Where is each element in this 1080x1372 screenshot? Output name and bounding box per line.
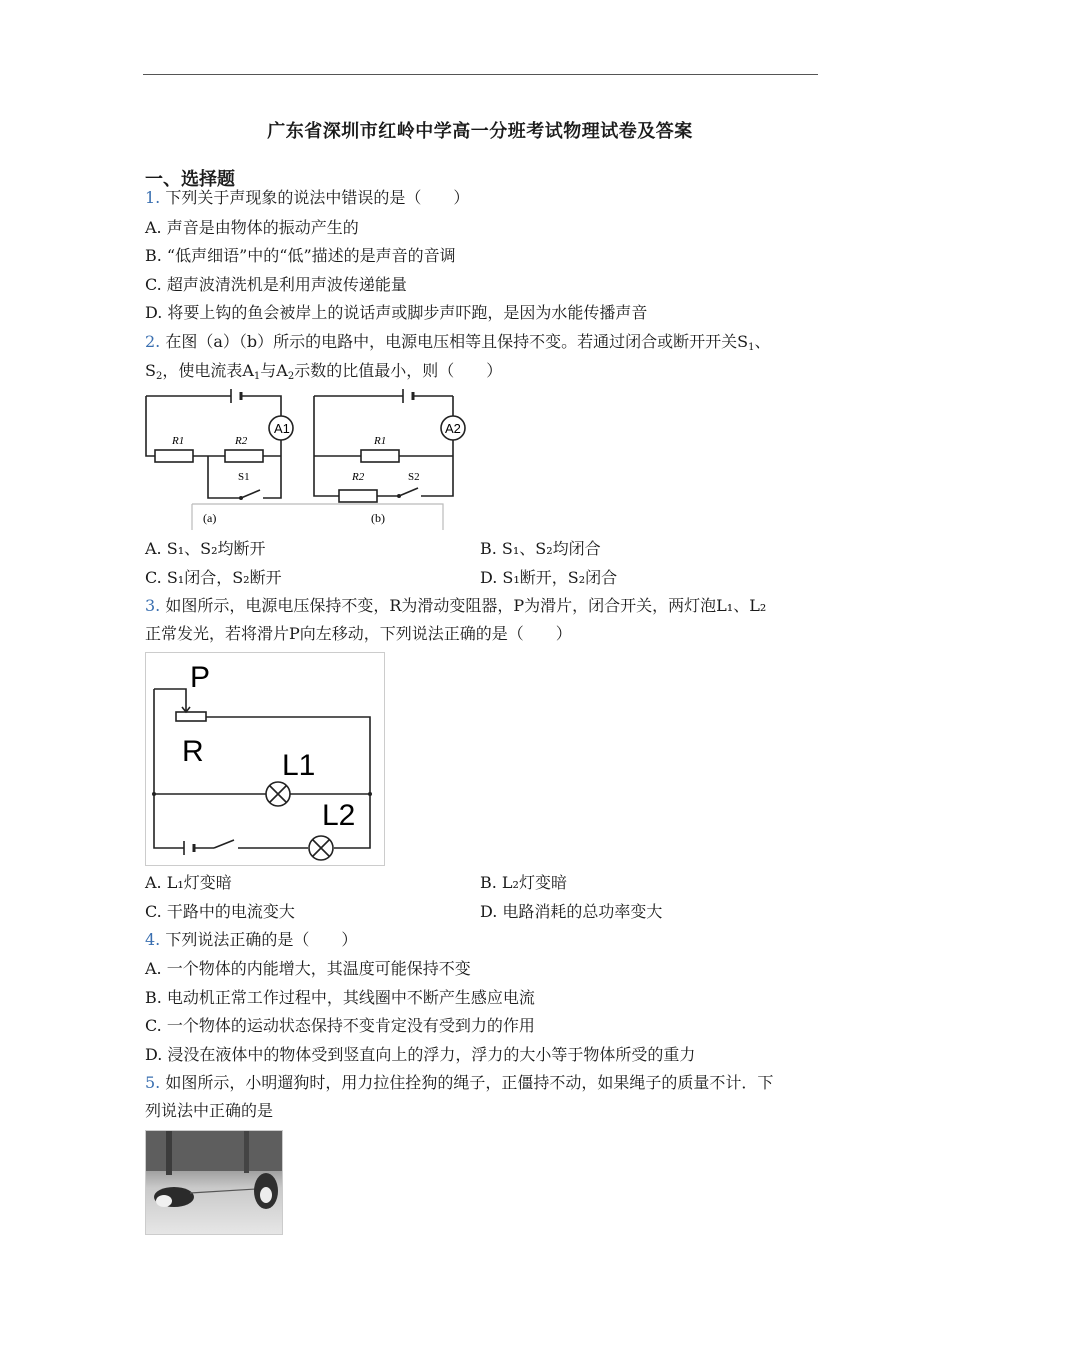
question-text: 、 [754,332,771,351]
q1-option-d: D. 将要上钩的鱼会被岸上的说话声或脚步声吓跑，是因为水能传播声音 [145,303,648,322]
q2-option-a: A. S₁、S₂均断开 [145,539,266,558]
question-number: 2. [145,332,161,351]
subscript: 2 [287,371,295,382]
q1-option-a: A. 声音是由物体的振动产生的 [145,218,359,237]
q4-option-c: C. 一个物体的运动状态保持不变肯定没有受到力的作用 [145,1016,535,1035]
lamp-l2-cross [313,840,329,856]
question-text: 示数的比值最小，则（ ） [294,361,503,380]
label-p: P [190,661,211,694]
question-3-stem-line2: 正常发光，若将滑片P向左移动，下列说法正确的是（ ） [145,624,572,643]
question-3-stem-line1 [145,595,766,617]
question-text: 如图所示，电源电压保持不变，R为滑动变阻器，P为滑片，闭合开关，两灯泡L₁、L₂ [165,596,767,615]
photo-illustration [146,1131,282,1234]
question-5-stem-line1 [145,1072,773,1094]
circuit-diagram-slider [145,652,385,866]
switch-s1-icon [241,490,260,498]
header-rule [143,74,818,75]
circuit-diagram-ab [143,388,461,534]
document-title: 广东省深圳市红岭中学高一分班考试物理试卷及答案 [267,121,693,142]
question-2-stem-line1 [145,331,771,353]
switch-pivot-icon [239,496,243,500]
q3-option-b: B. L₂灯变暗 [480,873,567,892]
label-s2: S2 [408,471,420,483]
q3-option-d: D. 电路消耗的总功率变大 [480,902,663,921]
switch-icon [214,840,234,848]
question-4-stem [145,929,357,951]
question-text: 在图（a）（b）所示的电路中，电源电压相等且保持不变。若通过闭合或断开开关S [165,332,749,351]
dog-figure [156,1195,172,1207]
q4-option-a: A. 一个物体的内能增大，其温度可能保持不变 [145,959,471,978]
section-heading: 一、选择题 [145,169,235,190]
q2-option-d: D. S₁断开，S₂闭合 [480,568,618,587]
question-5-stem-line2: 列说法中正确的是 [145,1101,274,1120]
tree-trunk [166,1131,172,1175]
label-s1: S1 [238,471,250,483]
dog-walking-photo [145,1130,283,1235]
question-text: S [145,361,156,380]
question-number: 1. [145,188,161,207]
q3-option-a: A. L₁灯变暗 [145,873,232,892]
label-fig-b: (b) [371,511,385,525]
question-text: 下列说法正确的是（ ） [165,930,358,949]
subscript: 2 [155,371,163,382]
question-text: 下列关于声现象的说法中错误的是（ ） [165,188,470,207]
question-number: 3. [145,596,161,615]
figure-frame [192,504,443,530]
leash [190,1189,256,1193]
question-number: 5. [145,1073,161,1092]
label-r1: R1 [172,435,185,447]
question-number: 4. [145,930,161,949]
q1-option-b: B. “低声细语”中的“低”描述的是声音的音调 [145,246,456,265]
q4-option-b: B. 电动机正常工作过程中，其线圈中不断产生感应电流 [145,988,535,1007]
question-2-stem-line2 [145,360,502,382]
label-fig-a: (a) [203,511,217,525]
resistor-r2-icon [225,450,263,462]
subscript: 1 [253,371,261,382]
resistor-r2-icon [339,490,377,502]
tree-trunk [244,1131,249,1173]
label-r2: R2 [352,471,365,483]
q2-option-b: B. S₁、S₂均闭合 [480,539,601,558]
resistor-r1-icon [361,450,399,462]
resistor-r1-icon [155,450,193,462]
label-r1: R1 [374,435,387,447]
switch-s2-icon [399,488,418,496]
question-text: 与A [260,361,288,380]
question-1-stem [145,187,469,209]
q4-option-d: D. 浸没在液体中的物体受到竖直向上的浮力，浮力的大小等于物体所受的重力 [145,1045,696,1064]
switch-pivot-icon [397,494,401,498]
q1-option-c: C. 超声波清洗机是利用声波传递能量 [145,275,407,294]
label-r2: R2 [235,435,248,447]
subscript: 1 [748,342,755,353]
question-text: ，使电流表A [162,361,254,380]
junction-icon [152,792,156,796]
question-text: 如图所示，小明遛狗时，用力拉住拴狗的绳子，正僵持不动，如果绳子的质量不计．下 [165,1073,774,1092]
q2-option-c: C. S₁闭合，S₂断开 [145,568,282,587]
person-figure [260,1187,272,1203]
label-a1: A1 [274,421,290,436]
slider-arrow-icon [182,705,190,712]
lamp-l1-cross [270,786,286,802]
junction-icon [368,792,372,796]
label-l2: L2 [322,799,356,832]
label-a2: A2 [445,421,461,436]
label-r: R [182,735,204,768]
rheostat-icon [176,712,206,721]
label-l1: L1 [282,749,316,782]
q3-option-c: C. 干路中的电流变大 [145,902,295,921]
circuit-a-wires [146,396,281,498]
